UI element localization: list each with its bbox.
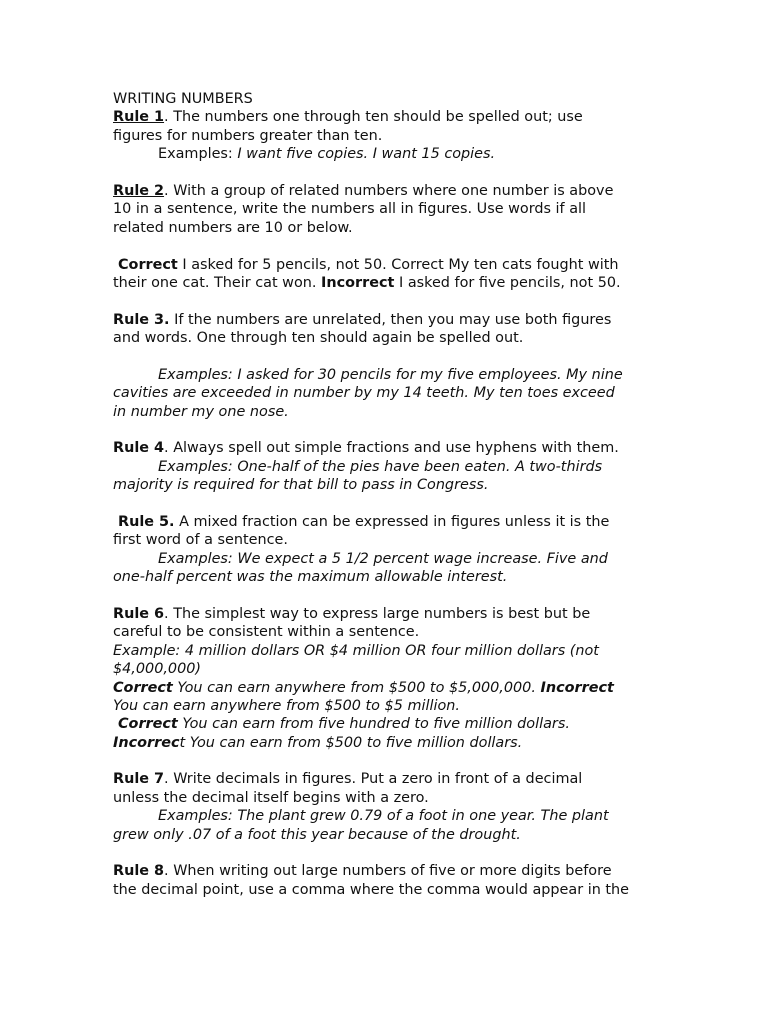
spacer [113, 421, 673, 439]
rule-7-label: Rule 7 [113, 771, 165, 788]
rule-6-correct-2-label: Correct [118, 716, 178, 733]
rule-4-examples-line-2: majority is required for that bill to pass in Congress. [113, 477, 489, 494]
rule-5-examples-line-1: Examples: We expect a 5 1/2 percent wage increase. Five and [158, 550, 608, 567]
rule-7-line-1 [113, 770, 673, 788]
rule-8-label: Rule 8 [113, 863, 165, 880]
rule-6-correct-2 [113, 715, 673, 733]
rule-1-label: Rule 1 [113, 109, 165, 126]
spacer [113, 752, 673, 770]
rule-3-examples-line-1: Examples: I asked for 30 pencils for my five employees. My nine [158, 366, 623, 383]
rule-3-text-a: If the numbers are unrelated, then you may use both figures [169, 311, 612, 328]
rule-1-examples-label: Examples: [158, 146, 238, 163]
document-title: WRITING NUMBERS [113, 91, 253, 107]
rule-6-incorrect-2-text: t You can earn from $500 to five million dollars. [179, 734, 523, 751]
rule-7-examples-line-2: grew only .07 of a foot this year because of the drought. [113, 826, 521, 843]
rule-5-label: Rule 5. [118, 513, 175, 530]
rule-3-examples-line-3: in number my one nose. [113, 403, 289, 420]
rule-4-line-1 [113, 439, 673, 457]
rule-1-examples-text: I want five copies. I want 15 copies. [237, 146, 496, 163]
rule-2-correct-text-b: their one cat. Their cat won. [113, 274, 322, 291]
rule-7-examples-line-1: Examples: The plant grew 0.79 of a foot in one year. The plant [158, 808, 609, 825]
rule-6-label: Rule 6 [113, 605, 165, 622]
rule-6-text-a: . The simplest way to express large numbers is best but be [164, 605, 591, 622]
spacer [113, 844, 673, 862]
rule-2-line-3: related numbers are 10 or below. [113, 219, 353, 236]
rule-3-line-1 [113, 311, 673, 329]
spacer [113, 292, 673, 310]
rule-5-line-1 [113, 513, 673, 531]
rule-6-incorrect-1-text: You can earn anywhere from $500 to $5 million. [113, 697, 460, 714]
rule-1-line-1 [113, 108, 673, 126]
rule-7-text-a: . Write decimals in figures. Put a zero in front of a decimal [164, 771, 583, 788]
rule-2-text-a: . With a group of related numbers where one number is above [164, 182, 614, 199]
rule-8-text-a: . When writing out large numbers of five or more digits before [164, 863, 612, 880]
rule-6-correct-1-label: Correct [113, 679, 173, 696]
rule-2-correct-line-1 [113, 256, 673, 274]
rule-3-line-2: and words. One through ten should again be spelled out. [113, 330, 524, 347]
rule-6-line-1 [113, 605, 673, 623]
rule-2-label: Rule 2 [113, 182, 165, 199]
spacer [113, 587, 673, 605]
rule-6-correct-2-text: You can earn from five hundred to five million dollars. [177, 716, 570, 733]
rule-2-incorrect-label: Incorrect [321, 274, 395, 291]
rule-8-line-2: the decimal point, use a comma where the comma would appear in the [113, 881, 630, 898]
rule-3-label: Rule 3. [113, 311, 170, 328]
rule-1-text-a: . The numbers one through ten should be spelled out; use [164, 109, 583, 126]
spacer [113, 495, 673, 513]
rule-6-correct-1 [113, 679, 673, 697]
rule-6-line-2: careful to be consistent within a sentence. [113, 624, 420, 641]
document-page [113, 90, 673, 899]
rule-4-examples-line-1: Examples: One-half of the pies have been eaten. A two-thirds [158, 458, 603, 475]
spacer [113, 164, 673, 182]
rule-2-correct-line-2 [113, 274, 673, 292]
rule-4-label: Rule 4 [113, 440, 165, 457]
rule-5-examples-line-2: one-half percent was the maximum allowable interest. [113, 569, 508, 586]
rule-2-line-2: 10 in a sentence, write the numbers all in figures. Use words if all [113, 201, 587, 218]
rule-6-correct-1-text: You can earn anywhere from $500 to $5,000,000. [172, 679, 541, 696]
rule-2-correct-label: Correct [118, 256, 178, 273]
spacer [113, 347, 673, 365]
rule-2-correct-text-a: I asked for 5 pencils, not 50. Correct My ten cats fought with [177, 256, 619, 273]
rule-5-text-a: A mixed fraction can be expressed in figures unless it is the [174, 513, 610, 530]
rule-6-incorrect-1-label: Incorrect [540, 679, 614, 696]
rule-4-text-a: . Always spell out simple fractions and use hyphens with them. [164, 440, 619, 457]
rule-3-examples-line-2: cavities are exceeded in number by my 14 teeth. My ten toes exceed [113, 385, 615, 402]
rule-8-line-1 [113, 862, 673, 880]
rule-2-incorrect-text: I asked for five pencils, not 50. [394, 274, 621, 291]
rule-1-line-2: figures for numbers greater than ten. [113, 127, 383, 144]
rule-6-example-line-2: $4,000,000) [113, 661, 202, 678]
rule-6-incorrect-2 [113, 734, 673, 752]
spacer [113, 237, 673, 255]
rule-6-incorrect-2-label: Incorrec [113, 734, 180, 751]
rule-5-line-2: first word of a sentence. [113, 532, 288, 549]
rule-6-example-line-1: Example: 4 million dollars OR $4 million OR four million dollars (not [113, 642, 599, 659]
rule-2-line-1 [113, 182, 673, 200]
rule-1-examples [113, 145, 673, 163]
rule-7-line-2: unless the decimal itself begins with a zero. [113, 789, 429, 806]
